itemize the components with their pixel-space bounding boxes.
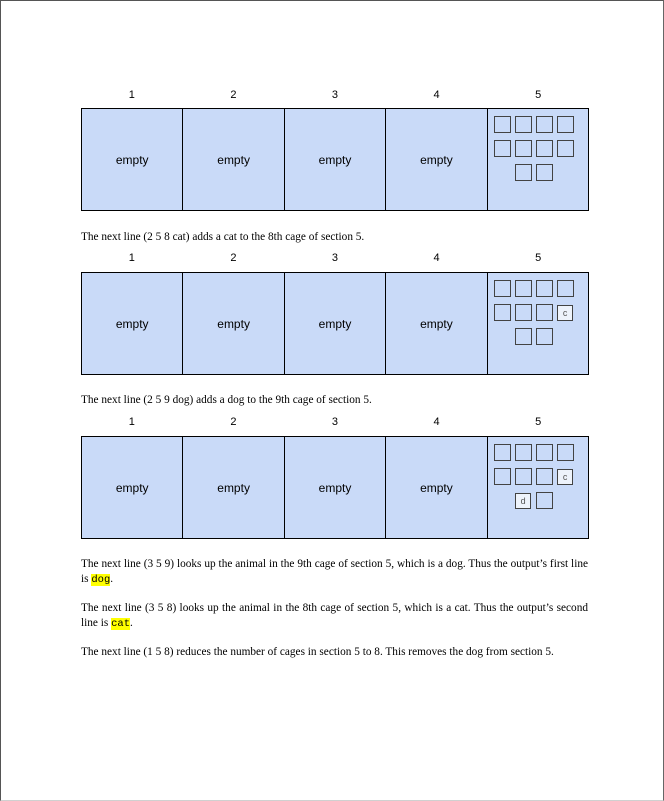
section-number: 4	[433, 89, 440, 101]
section-1: empty	[82, 437, 183, 538]
cage-1	[494, 444, 511, 461]
section-numbers-3	[81, 416, 589, 432]
paragraph-text: .	[110, 573, 114, 585]
section-number: 3	[331, 89, 339, 101]
cage-5	[494, 304, 511, 321]
cage-9	[515, 328, 532, 345]
cage-9: d	[515, 493, 531, 509]
section-5-cages	[488, 109, 588, 210]
caption-1: The next line (2 5 8 cat) adds a cat to the 8th cage of section 5.	[81, 231, 365, 243]
section-number: 3	[331, 416, 339, 428]
cage-4	[557, 444, 574, 461]
cage-5	[494, 468, 511, 485]
section-2: empty	[183, 437, 284, 538]
section-number: 1	[128, 89, 135, 101]
paragraph-reduce-cages: The next line (1 5 8) reduces the number of cages in section 5 to 8. This removes the dog from section 5.	[81, 646, 554, 658]
cage-10	[536, 492, 553, 509]
section-numbers-1	[81, 89, 589, 105]
paragraph-text: .	[130, 617, 133, 629]
cage-6	[515, 304, 532, 321]
output-cat: cat	[111, 618, 131, 630]
cage-7	[536, 140, 553, 157]
cage-1	[494, 116, 511, 133]
section-4: empty	[386, 273, 487, 374]
sections-diagram-1	[81, 108, 589, 211]
section-number: 4	[433, 416, 440, 428]
cage-7	[536, 304, 553, 321]
caption-2: The next line (2 5 9 dog) adds a dog to the 9th cage of section 5.	[81, 394, 372, 406]
cage-10	[536, 164, 553, 181]
section-3: empty	[285, 437, 386, 538]
section-5-cages	[488, 437, 588, 538]
section-number: 5	[535, 252, 542, 264]
cage-9	[515, 164, 532, 181]
section-number: 4	[433, 252, 440, 264]
cage-2	[515, 280, 532, 297]
cage-2	[515, 116, 532, 133]
section-number: 5	[535, 89, 542, 101]
section-1: empty	[82, 273, 183, 374]
cage-8	[557, 140, 574, 157]
sections-diagram-3	[81, 436, 589, 539]
cage-3	[536, 444, 553, 461]
section-number: 2	[230, 89, 237, 101]
cage-5	[494, 140, 511, 157]
section-number: 1	[128, 416, 135, 428]
cage-1	[494, 280, 511, 297]
section-number: 2	[230, 252, 237, 264]
section-3: empty	[285, 109, 386, 210]
section-5-cages	[488, 273, 588, 374]
paragraph-cat-lookup	[81, 601, 588, 632]
section-number: 1	[128, 252, 135, 264]
cage-3	[536, 280, 553, 297]
section-2: empty	[183, 109, 284, 210]
cage-4	[557, 280, 574, 297]
section-4: empty	[386, 109, 487, 210]
paragraph-dog-lookup	[81, 557, 588, 588]
cage-6	[515, 140, 532, 157]
section-number: 5	[535, 416, 542, 428]
section-number: 3	[331, 252, 339, 264]
cage-2	[515, 444, 532, 461]
paragraph-text: The next line (3 5 8) looks up the animal in the 8th cage of section 5, which is a cat. Thus the output’s second line is	[81, 602, 588, 629]
section-1: empty	[82, 109, 183, 210]
section-number: 2	[230, 416, 237, 428]
cage-6	[515, 468, 532, 485]
cage-3	[536, 116, 553, 133]
cage-8: c	[557, 305, 573, 321]
cage-7	[536, 468, 553, 485]
sections-diagram-2	[81, 272, 589, 375]
cage-8: c	[557, 469, 573, 485]
section-4: empty	[386, 437, 487, 538]
output-dog: dog	[91, 574, 111, 586]
paragraph-text: The next line (3 5 9) looks up the animal in the 9th cage of section 5, which is a dog. Thus the output’s first line is	[81, 558, 588, 585]
section-2: empty	[183, 273, 284, 374]
cage-10	[536, 328, 553, 345]
section-3: empty	[285, 273, 386, 374]
section-numbers-2	[81, 252, 589, 268]
cage-4	[557, 116, 574, 133]
